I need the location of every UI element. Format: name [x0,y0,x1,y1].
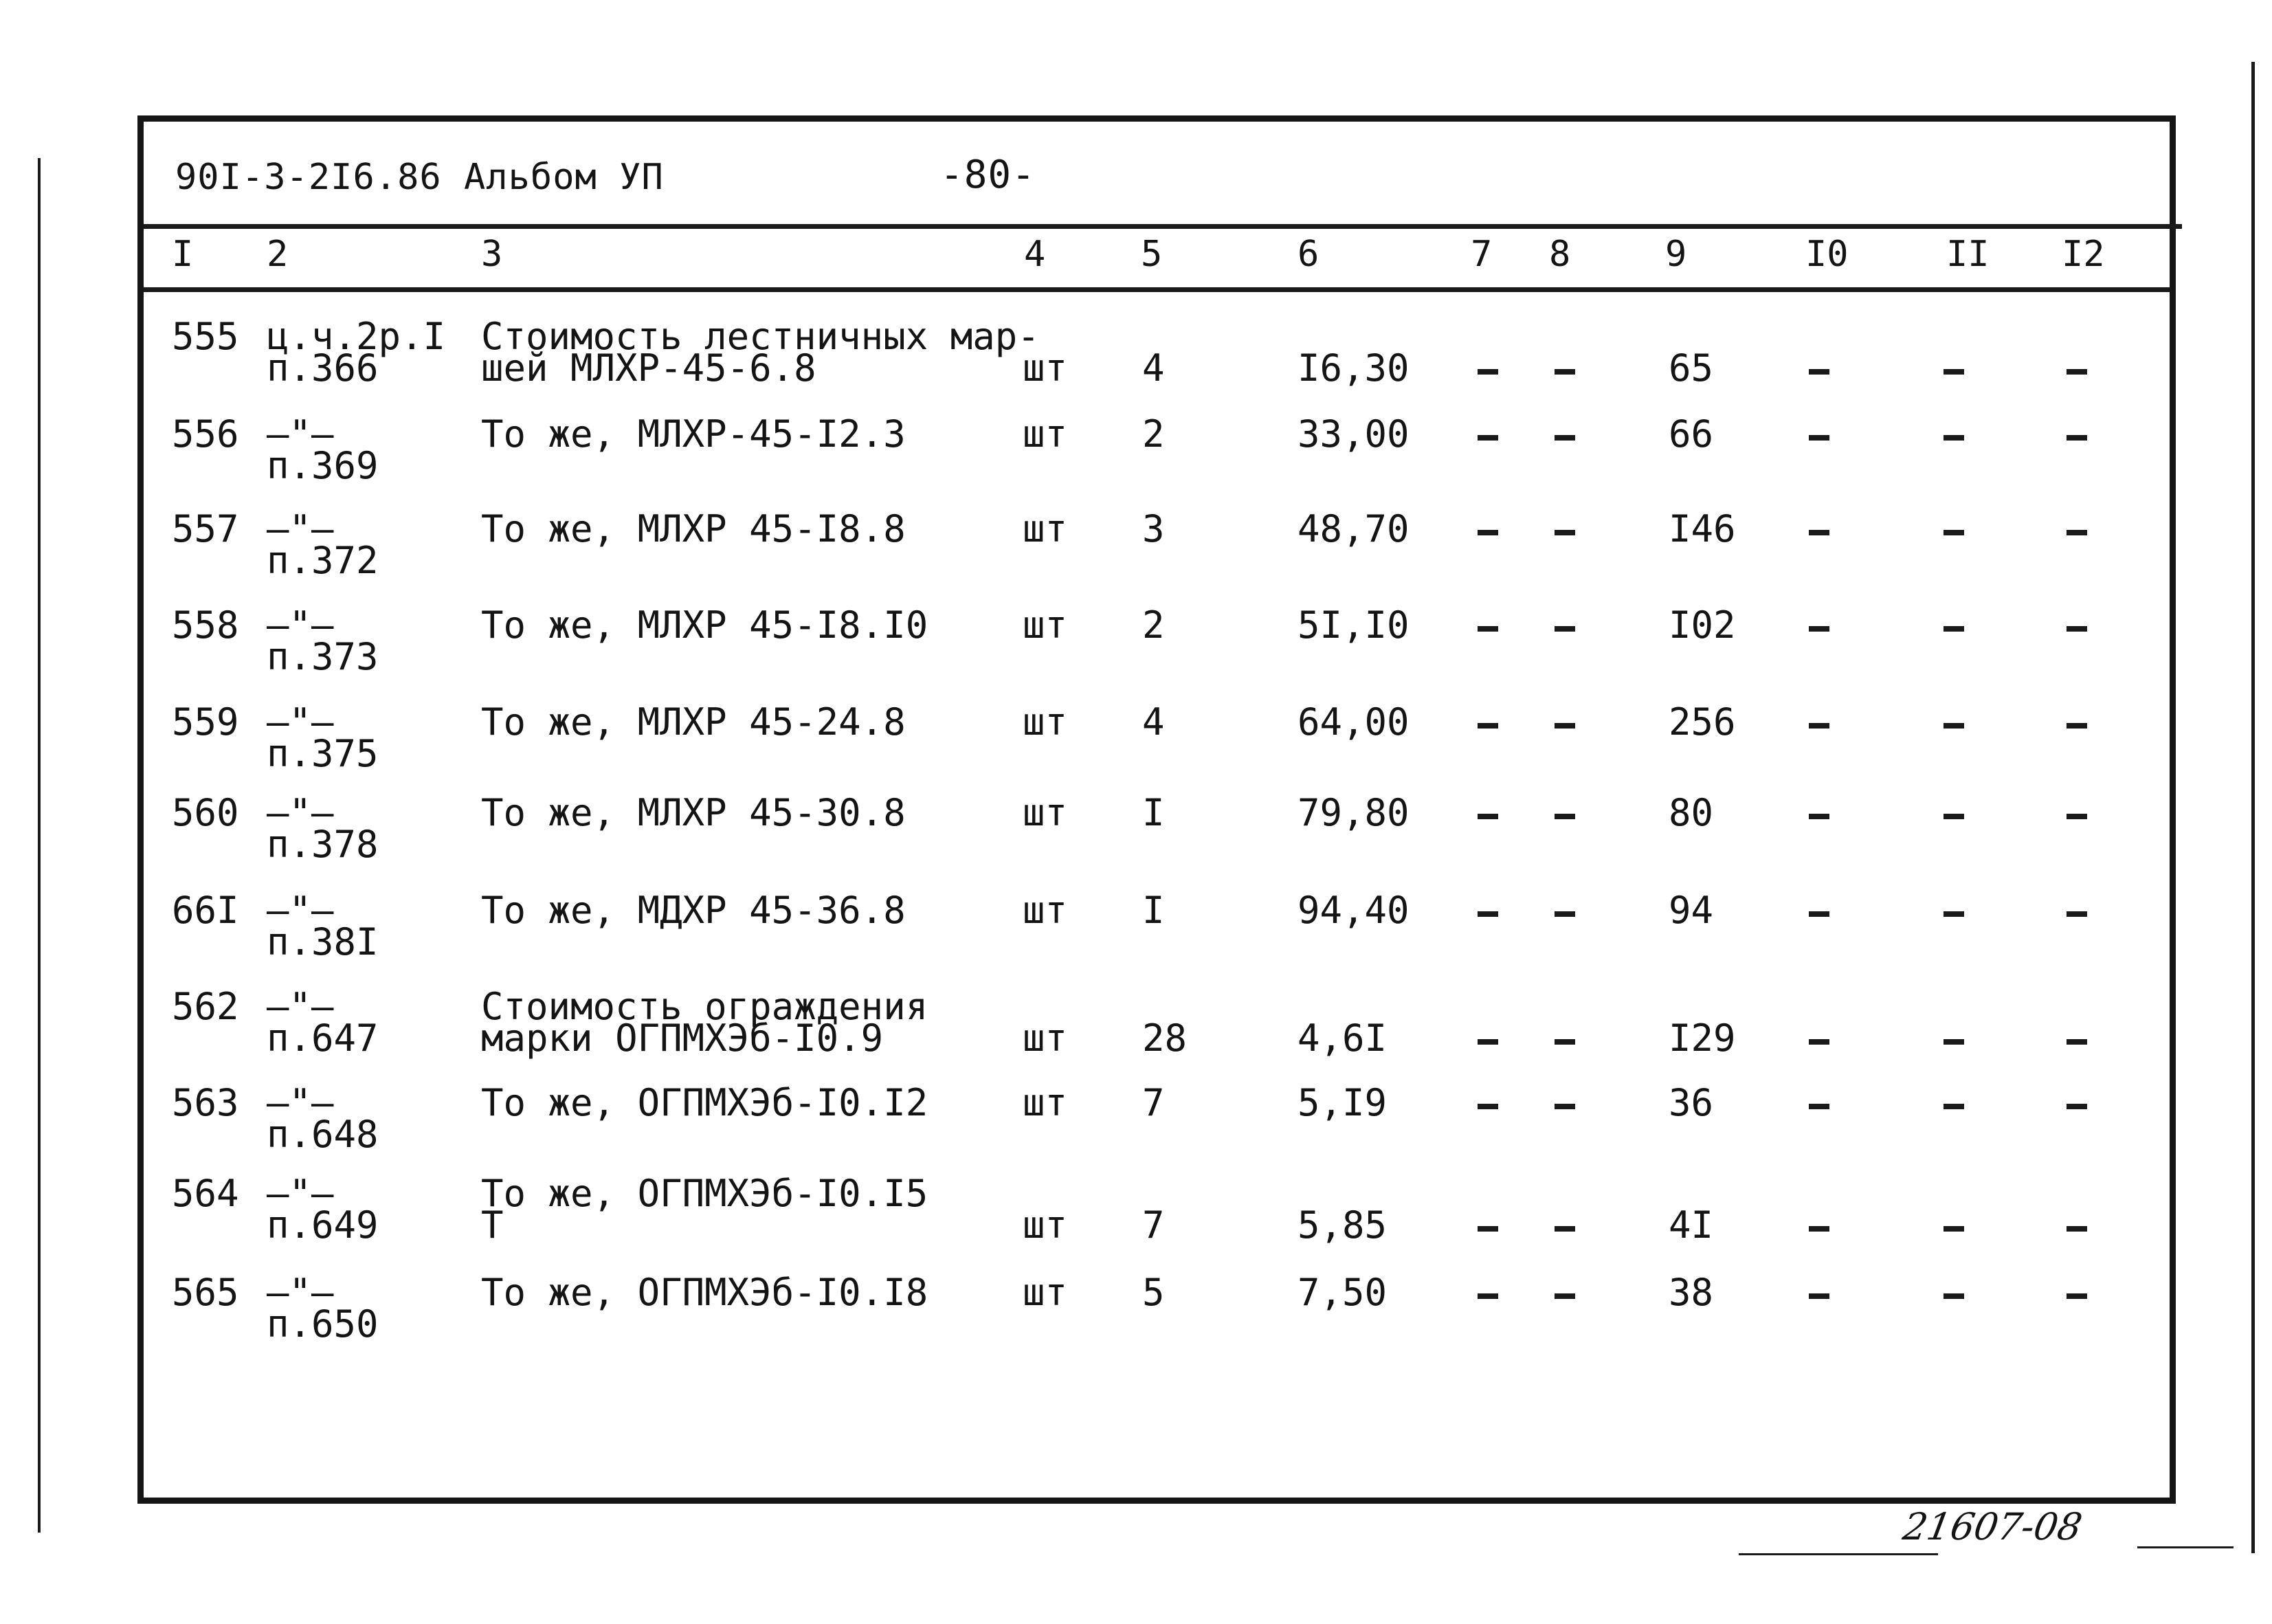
item-description: То же, МЛХР 45-I8.I0 [481,603,928,647]
quantity-cell: 4 [1142,346,1165,390]
row-number: 560 [172,791,239,834]
column-number: 6 [1298,234,1319,275]
source-ref: ц.ч.2р.I [267,315,446,358]
source-ref: –"– [267,1081,334,1124]
quantity-cell: 2 [1142,412,1165,456]
source-ref: –"– [267,507,334,550]
column-number: I [172,234,194,275]
total-cell: 4I [1669,1203,1714,1247]
empty-value-dash [1809,626,1829,632]
empty-value-dash [1555,1039,1575,1045]
source-item: п.649 [267,1203,379,1247]
empty-value-dash [1944,1104,1964,1109]
item-description: То же, МЛХР 45-30.8 [481,791,906,834]
empty-value-dash [1478,911,1498,917]
unit-price-cell: 4,6I [1298,1016,1388,1060]
empty-value-dash [1478,1104,1498,1109]
row-number: 66I [172,889,239,932]
source-item: п.647 [267,1016,379,1060]
archive-stamp-number: 21607-08 [1900,1505,2086,1548]
source-item: п.378 [267,823,379,866]
empty-value-dash [1809,1039,1829,1045]
header-divider [144,224,2182,229]
empty-value-dash [1555,626,1575,632]
empty-value-dash [2067,814,2087,819]
row-number: 563 [172,1081,239,1124]
column-number: 3 [481,234,503,275]
quantity-cell: 28 [1142,1016,1188,1060]
source-item: п.38I [267,920,379,964]
column-header-divider [144,287,2170,292]
quantity-cell: 5 [1142,1271,1165,1314]
row-number: 559 [172,700,239,744]
item-description: То же, ОГПМХЭб-I0.I5 [481,1172,928,1215]
row-number: 565 [172,1271,239,1314]
total-cell: 256 [1669,700,1736,744]
source-ref: –"– [267,791,334,834]
empty-value-dash [2067,1104,2087,1109]
source-item: п.650 [267,1302,379,1346]
quantity-cell: 3 [1142,507,1165,550]
item-description: Стоимость ограждения [481,985,928,1028]
source-ref: –"– [267,889,334,932]
empty-value-dash [1555,369,1575,375]
unit-price-cell: 48,70 [1298,507,1410,550]
empty-value-dash [1555,1293,1575,1299]
empty-value-dash [1555,435,1575,441]
empty-value-dash [1555,530,1575,535]
empty-value-dash [1555,911,1575,917]
total-cell: 65 [1669,346,1714,390]
empty-value-dash [1944,911,1964,917]
empty-value-dash [2067,530,2087,535]
empty-value-dash [1478,723,1498,728]
total-cell: I29 [1669,1016,1736,1060]
total-cell: 94 [1669,889,1714,932]
source-ref: –"– [267,985,334,1028]
source-item: п.372 [267,539,379,582]
empty-value-dash [1478,435,1498,441]
empty-value-dash [1944,723,1964,728]
row-number: 558 [172,603,239,647]
quantity-cell: 2 [1142,603,1165,647]
column-number: 2 [267,234,289,275]
total-cell: I46 [1669,507,1736,550]
total-cell: 36 [1669,1081,1714,1124]
empty-value-dash [1809,1104,1829,1109]
empty-value-dash [1944,1293,1964,1299]
unit-price-cell: 7,50 [1298,1271,1388,1314]
unit-price-cell: 33,00 [1298,412,1410,456]
unit-cell: шт [1023,700,1068,744]
source-item: п.648 [267,1113,379,1156]
quantity-cell: 7 [1142,1203,1165,1247]
unit-cell: шт [1023,1016,1068,1060]
unit-price-cell: 5I,I0 [1298,603,1410,647]
empty-value-dash [2067,1039,2087,1045]
right-margin-line [2251,62,2255,1553]
empty-value-dash [1809,723,1829,728]
unit-cell: шт [1023,889,1068,932]
album-title: Альбом УП [464,157,664,198]
empty-value-dash [1944,435,1964,441]
item-description: То же, ОГПМХЭб-I0.I2 [481,1081,928,1124]
column-number: 5 [1141,234,1163,275]
empty-value-dash [1555,723,1575,728]
empty-value-dash [1478,1226,1498,1232]
item-description: То же, МЛХР-45-I2.3 [481,412,906,456]
empty-value-dash [2067,911,2087,917]
row-number: 557 [172,507,239,550]
row-number: 562 [172,985,239,1028]
empty-value-dash [2067,1293,2087,1299]
source-ref: –"– [267,603,334,647]
column-number: 7 [1471,234,1493,275]
unit-price-cell: I6,30 [1298,346,1410,390]
empty-value-dash [1555,1104,1575,1109]
empty-value-dash [1809,369,1829,375]
unit-cell: шт [1023,346,1068,390]
source-item: п.369 [267,444,379,487]
empty-value-dash [1944,1039,1964,1045]
empty-value-dash [1478,1039,1498,1045]
source-ref: –"– [267,1172,334,1215]
quantity-cell: 7 [1142,1081,1165,1124]
item-description: То же, МЛХР 45-24.8 [481,700,906,744]
empty-value-dash [1944,1226,1964,1232]
unit-price-cell: 79,80 [1298,791,1410,834]
quantity-cell: I [1142,889,1165,932]
quantity-cell: 4 [1142,700,1165,744]
column-number: 8 [1549,234,1571,275]
unit-cell: шт [1023,507,1068,550]
column-number: II [1946,234,1990,275]
empty-value-dash [1809,814,1829,819]
unit-price-cell: 94,40 [1298,889,1410,932]
empty-value-dash [1555,1226,1575,1232]
unit-price-cell: 5,I9 [1298,1081,1388,1124]
unit-cell: шт [1023,1271,1068,1314]
stamp-underline [1739,1553,1938,1555]
source-ref: –"– [267,1271,334,1314]
item-description-cont: марки ОГПМХЭб-I0.9 [481,1016,884,1060]
item-description-cont: Т [481,1203,504,1247]
empty-value-dash [2067,723,2087,728]
page-number: -80- [940,153,1036,197]
item-description: То же, ОГПМХЭб-I0.I8 [481,1271,928,1314]
empty-value-dash [2067,1226,2087,1232]
source-ref: –"– [267,412,334,456]
empty-value-dash [2067,435,2087,441]
source-item: п.373 [267,635,379,678]
total-cell: 66 [1669,412,1714,456]
empty-value-dash [1555,814,1575,819]
empty-value-dash [1478,1293,1498,1299]
quantity-cell: I [1142,791,1165,834]
unit-cell: шт [1023,791,1068,834]
stamp-underline-right [2137,1546,2234,1548]
empty-value-dash [1809,1226,1829,1232]
source-ref: –"– [267,700,334,744]
empty-value-dash [1809,530,1829,535]
item-description: Стоимость лестничных мар- [481,315,1040,358]
column-number: I2 [2062,234,2105,275]
empty-value-dash [1478,626,1498,632]
unit-price-cell: 64,00 [1298,700,1410,744]
item-description: То же, МЛХР 45-I8.8 [481,507,906,550]
source-item: п.375 [267,732,379,775]
item-description-cont: шей МЛХР-45-6.8 [481,346,816,390]
empty-value-dash [1478,369,1498,375]
row-number: 555 [172,315,239,358]
total-cell: 80 [1669,791,1714,834]
unit-price-cell: 5,85 [1298,1203,1388,1247]
total-cell: 38 [1669,1271,1714,1314]
empty-value-dash [1944,626,1964,632]
column-number: 9 [1665,234,1687,275]
document-code: 90I-3-2I6.86 [175,157,442,198]
empty-value-dash [1944,369,1964,375]
row-number: 556 [172,412,239,456]
empty-value-dash [1809,435,1829,441]
empty-value-dash [1809,1293,1829,1299]
row-number: 564 [172,1172,239,1215]
empty-value-dash [1478,530,1498,535]
empty-value-dash [1944,530,1964,535]
item-description: То же, МДХР 45-36.8 [481,889,906,932]
empty-value-dash [2067,626,2087,632]
column-number: I0 [1805,234,1849,275]
empty-value-dash [1809,911,1829,917]
unit-cell: шт [1023,1203,1068,1247]
source-item: п.366 [267,346,379,390]
unit-cell: шт [1023,603,1068,647]
unit-cell: шт [1023,1081,1068,1124]
empty-value-dash [1478,814,1498,819]
empty-value-dash [1944,814,1964,819]
left-margin-line [38,158,41,1533]
column-number: 4 [1024,234,1046,275]
total-cell: I02 [1669,603,1736,647]
empty-value-dash [2067,369,2087,375]
unit-cell: шт [1023,412,1068,456]
